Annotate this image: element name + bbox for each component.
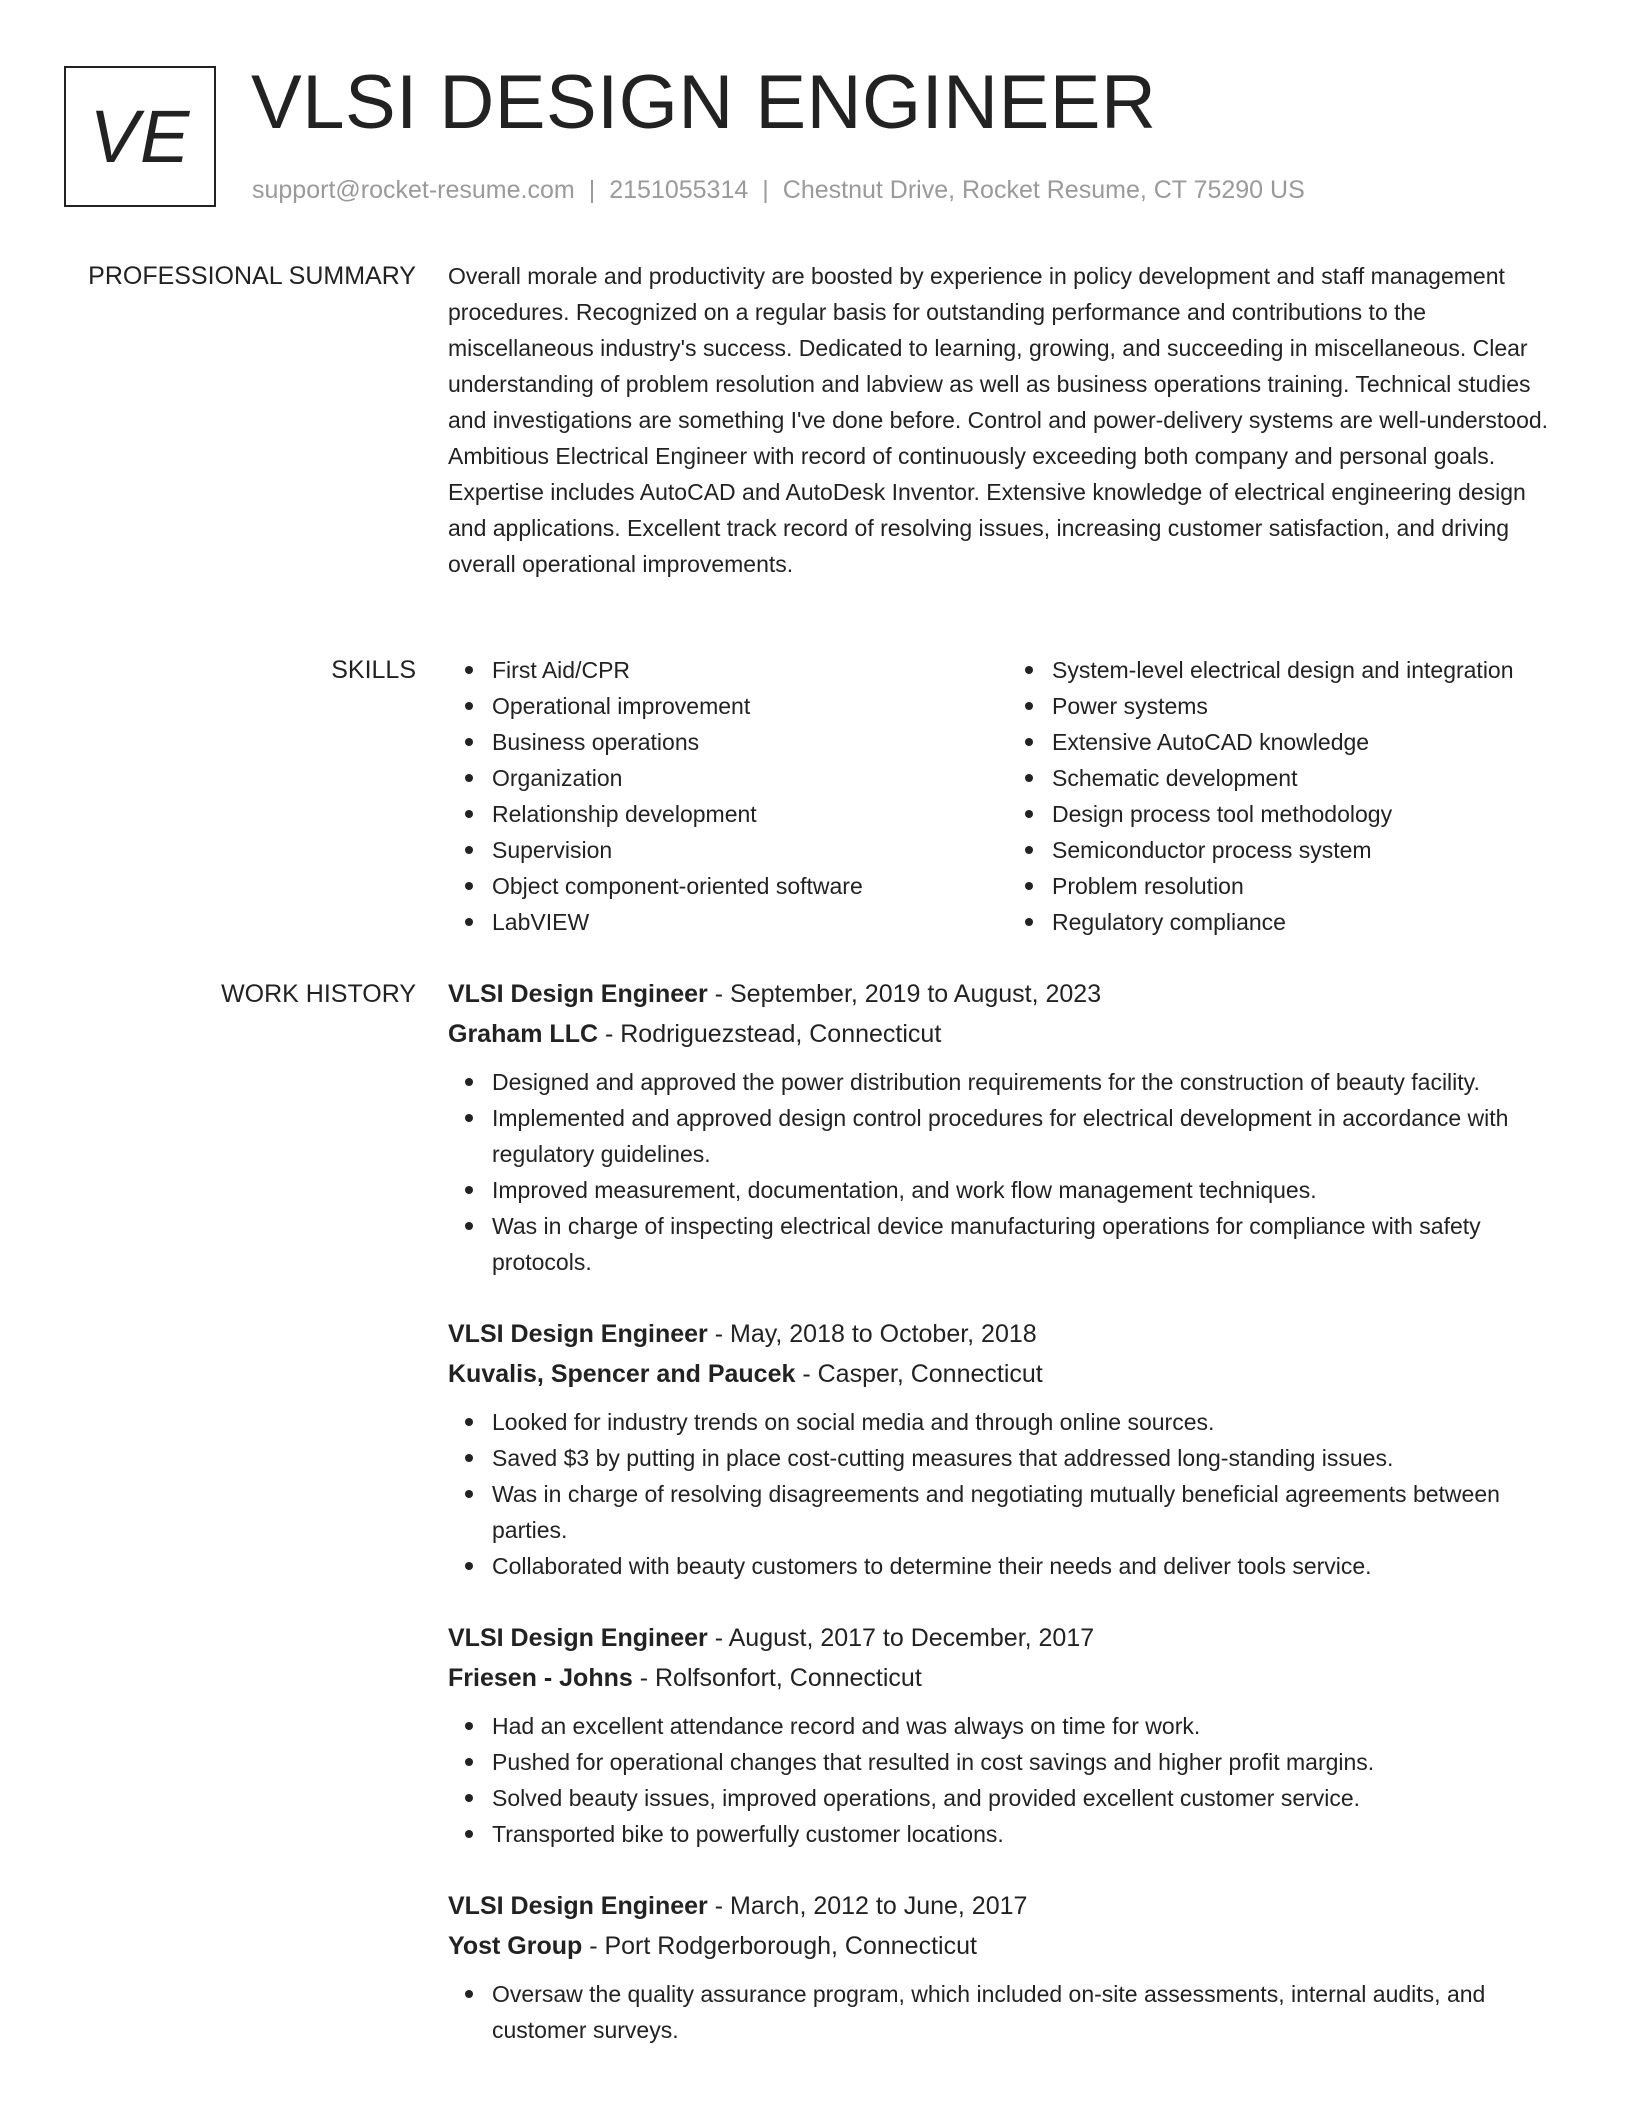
skill-item: Operational improvement — [492, 688, 1008, 724]
skill-item: Business operations — [492, 724, 1008, 760]
job-bullets — [448, 1976, 1568, 2048]
job-bullet: Oversaw the quality assurance program, which included on-site assessments, internal audits, and customer surveys. — [492, 1976, 1568, 2048]
job-bullet: Was in charge of inspecting electrical device manufacturing operations for compliance with safety protocols. — [492, 1208, 1568, 1280]
summary-text: Overall morale and productivity are boosted by experience in policy development and staff management procedures. Recognized on a regular basis for outstanding performance and contributions to the miscellaneous industry's success. Dedicated to learning, growing, and succeeding in miscellaneous. Clear understanding of problem resolution and labview as well as business operations training. Technical studies and investigations are something I've done before. Control and power-delivery systems are well-understood. Ambitious Electrical Engineer with record of continuously exceeding both company and personal goals. Expertise includes AutoCAD and AutoDesk Inventor. Extensive knowledge of electrical engineering design and applications. Excellent track record of resolving issues, increasing customer satisfaction, and driving overall operational improvements. — [448, 263, 1549, 577]
job-title: VLSI Design Engineer — [448, 980, 708, 1008]
job-dates: - May, 2018 to October, 2018 — [707, 1320, 1037, 1348]
summary-label: PROFESSIONAL SUMMARY — [88, 262, 416, 290]
job-location: - Port Rodgerborough, Connecticut — [582, 1932, 977, 1960]
job-company-line — [448, 1014, 1568, 1054]
skill-item: Power systems — [1052, 688, 1568, 724]
job-bullet: Pushed for operational changes that resulted in cost savings and higher profit margins. — [492, 1744, 1568, 1780]
job-bullets — [448, 1708, 1568, 1852]
job-bullet: Was in charge of resolving disagreements and negotiating mutually beneficial agreements between parties. — [492, 1476, 1568, 1548]
monogram-logo: VE — [64, 66, 216, 207]
contact-phone: 2151055314 — [609, 176, 749, 204]
skill-item: Object component-oriented software — [492, 868, 1008, 904]
contact-line — [252, 172, 1305, 208]
job-entry — [448, 1618, 1568, 1852]
skill-item: Relationship development — [492, 796, 1008, 832]
job-company: Graham LLC — [448, 1020, 599, 1048]
job-bullet: Solved beauty issues, improved operations, and provided excellent customer service. — [492, 1780, 1568, 1816]
job-title-line — [448, 1618, 1568, 1658]
job-company-line — [448, 1354, 1568, 1394]
job-company: Yost Group — [448, 1932, 583, 1960]
skills-list-left — [448, 652, 1008, 940]
job-entry — [448, 1314, 1568, 1584]
work-history-body — [448, 974, 1568, 2082]
job-bullet: Collaborated with beauty customers to determine their needs and deliver tools service. — [492, 1548, 1568, 1584]
page-title: VLSI DESIGN ENGINEER — [251, 60, 1157, 145]
contact-separator: | — [588, 176, 596, 204]
skill-item: System-level electrical design and integration — [1052, 652, 1568, 688]
job-company: Friesen - Johns — [448, 1664, 633, 1692]
job-bullet: Designed and approved the power distribution requirements for the construction of beauty facility. — [492, 1064, 1568, 1100]
job-dates: - March, 2012 to June, 2017 — [707, 1892, 1028, 1920]
job-entry — [448, 1886, 1568, 2048]
skill-item: Supervision — [492, 832, 1008, 868]
job-title: VLSI Design Engineer — [448, 1892, 708, 1920]
job-dates: - September, 2019 to August, 2023 — [707, 980, 1102, 1008]
job-bullet: Looked for industry trends on social media and through online sources. — [492, 1404, 1568, 1440]
skill-item: Extensive AutoCAD knowledge — [1052, 724, 1568, 760]
job-title: VLSI Design Engineer — [448, 1624, 708, 1652]
skills-list-right — [1008, 652, 1568, 940]
skill-item: Schematic development — [1052, 760, 1568, 796]
job-company-line — [448, 1926, 1568, 1966]
job-company: Kuvalis, Spencer and Paucek — [448, 1360, 796, 1388]
job-title-line — [448, 1886, 1568, 1926]
job-dates: - August, 2017 to December, 2017 — [707, 1624, 1095, 1652]
job-bullet: Had an excellent attendance record and was always on time for work. — [492, 1708, 1568, 1744]
job-bullets — [448, 1064, 1568, 1280]
job-bullet: Implemented and approved design control procedures for electrical development in accordance with regulatory guidelines. — [492, 1100, 1568, 1172]
skill-item: Regulatory compliance — [1052, 904, 1568, 940]
job-bullets — [448, 1404, 1568, 1584]
contact-address: Chestnut Drive, Rocket Resume, CT 75290 US — [782, 176, 1305, 204]
job-bullet: Saved $3 by putting in place cost-cutting measures that addressed long-standing issues. — [492, 1440, 1568, 1476]
contact-separator: | — [762, 176, 769, 204]
skill-item: Design process tool methodology — [1052, 796, 1568, 832]
contact-email: support@rocket-resume.com — [252, 176, 575, 204]
job-entry — [448, 974, 1568, 1280]
job-bullet: Improved measurement, documentation, and work flow management techniques. — [492, 1172, 1568, 1208]
skill-item: First Aid/CPR — [492, 652, 1008, 688]
skills-label: SKILLS — [331, 656, 416, 684]
job-title: VLSI Design Engineer — [448, 1320, 708, 1348]
job-location: - Rodriguezstead, Connecticut — [598, 1020, 942, 1048]
skill-item: Problem resolution — [1052, 868, 1568, 904]
job-title-line — [448, 1314, 1568, 1354]
job-title-line — [448, 974, 1568, 1014]
skill-item: LabVIEW — [492, 904, 1008, 940]
work-history-label: WORK HISTORY — [221, 980, 416, 1008]
skill-item: Organization — [492, 760, 1008, 796]
job-bullet: Transported bike to powerfully customer locations. — [492, 1816, 1568, 1852]
job-location: - Casper, Connecticut — [795, 1360, 1043, 1388]
job-location: - Rolfsonfort, Connecticut — [632, 1664, 922, 1692]
job-company-line — [448, 1658, 1568, 1698]
skill-item: Semiconductor process system — [1052, 832, 1568, 868]
summary-body — [448, 258, 1568, 582]
skills-body — [448, 652, 1568, 940]
